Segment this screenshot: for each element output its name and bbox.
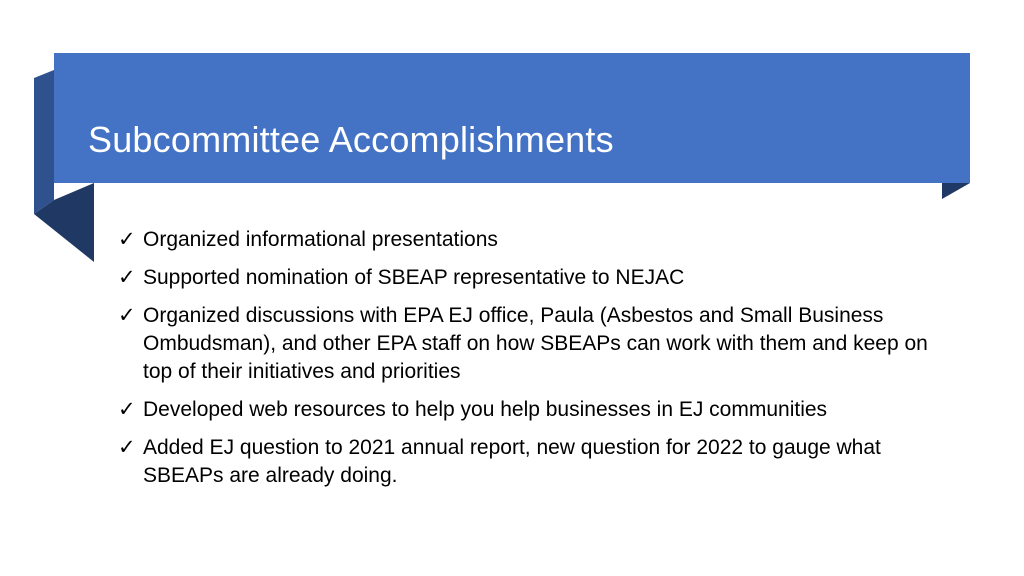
- ribbon-left-face: [34, 70, 54, 214]
- accomplishments-list: [118, 226, 938, 500]
- check-mark-icon: ✓: [118, 304, 136, 327]
- check-mark-icon: ✓: [118, 266, 136, 289]
- list-item: [118, 434, 938, 490]
- list-item: [118, 302, 938, 386]
- title-banner: [54, 53, 970, 183]
- check-mark-icon: ✓: [118, 398, 136, 421]
- list-item: [118, 264, 938, 292]
- list-item-text: Organized informational presentations: [143, 228, 498, 251]
- list-item: [118, 396, 938, 424]
- check-mark-icon: ✓: [118, 228, 136, 251]
- ribbon-fold-right: [942, 183, 972, 201]
- slide-title: Subcommittee Accomplishments: [88, 119, 614, 161]
- list-item-text: Supported nomination of SBEAP representative to NEJAC: [143, 266, 685, 289]
- list-item-text: Developed web resources to help you help businesses in EJ communities: [143, 398, 828, 421]
- list-item-text: Organized discussions with EPA EJ office, Paula (Asbestos and Small Business Ombudsman), and other EPA staff on how SBEAPs can work with them and keep on top of their initiatives and priorities: [143, 304, 928, 383]
- check-mark-icon: ✓: [118, 436, 136, 459]
- list-item: [118, 226, 938, 254]
- list-item-text: Added EJ question to 2021 annual report, new question for 2022 to gauge what SBEAPs are already doing.: [143, 436, 881, 487]
- ribbon-right-tail: [942, 183, 970, 199]
